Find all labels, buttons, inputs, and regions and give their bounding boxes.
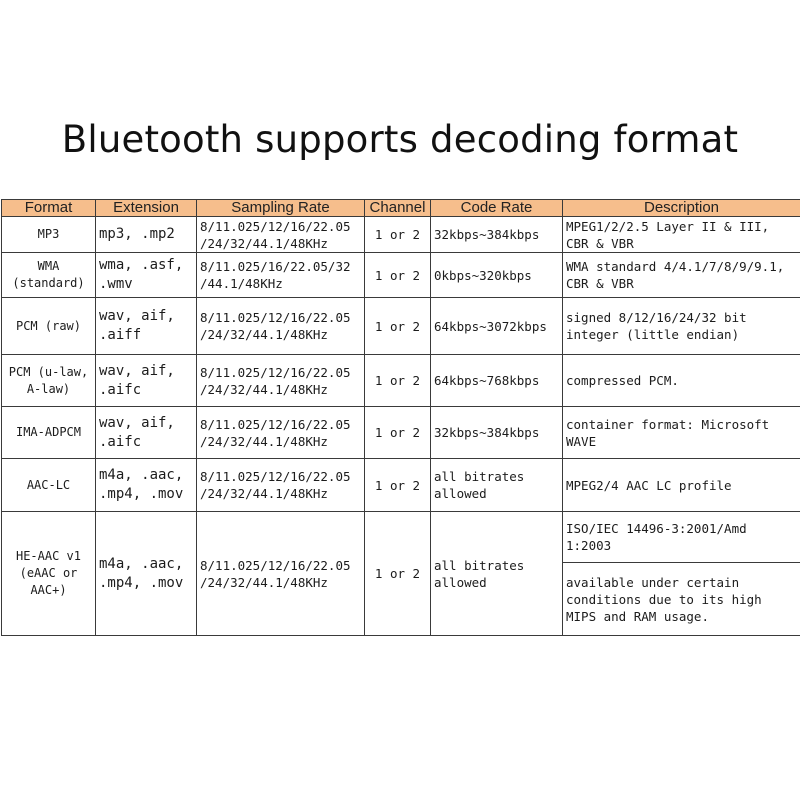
extension-cell: wma, .asf, .wmv xyxy=(96,253,197,298)
extension-cell: mp3, .mp2 xyxy=(96,217,197,253)
description-cell: MPEG1/2/2.5 Layer II & III, CBR & VBR xyxy=(563,217,800,253)
channel-cell: 1 or 2 xyxy=(365,298,431,355)
format-cell: MP3 xyxy=(2,217,96,253)
description-cell: MPEG2/4 AAC LC profile xyxy=(563,459,800,512)
table-row xyxy=(2,298,800,355)
table-row xyxy=(2,253,800,298)
extension-cell: wav, aif, .aiff xyxy=(96,298,197,355)
channel-cell: 1 or 2 xyxy=(365,217,431,253)
header-format: Format xyxy=(2,200,96,217)
format-cell: WMA (standard) xyxy=(2,253,96,298)
table-row xyxy=(2,355,800,407)
description-cell: ISO/IEC 14496-3:2001/Amd 1:2003 xyxy=(563,512,800,563)
channel-cell: 1 or 2 xyxy=(365,512,431,636)
header-sampling-rate: Sampling Rate xyxy=(197,200,365,217)
description-cell: compressed PCM. xyxy=(563,355,800,407)
header-channel: Channel xyxy=(365,200,431,217)
description-cell-note: available under certain conditions due to its high MIPS and RAM usage. xyxy=(563,563,800,636)
channel-cell: 1 or 2 xyxy=(365,407,431,459)
format-cell: AAC-LC xyxy=(2,459,96,512)
channel-cell: 1 or 2 xyxy=(365,459,431,512)
table-header-row xyxy=(2,200,800,217)
header-code-rate: Code Rate xyxy=(431,200,563,217)
table-row xyxy=(2,512,800,563)
format-cell: PCM (raw) xyxy=(2,298,96,355)
sampling-rate-cell: 8/11.025/12/16/22.05 /24/32/44.1/48KHz xyxy=(197,217,365,253)
extension-cell: wav, aif, .aifc xyxy=(96,355,197,407)
description-cell: container format: Microsoft WAVE xyxy=(563,407,800,459)
code-rate-cell: 0kbps~320kbps xyxy=(431,253,563,298)
extension-cell: wav, aif, .aifc xyxy=(96,407,197,459)
code-rate-cell: 64kbps~3072kbps xyxy=(431,298,563,355)
table-row xyxy=(2,407,800,459)
sampling-rate-cell: 8/11.025/12/16/22.05 /24/32/44.1/48KHz xyxy=(197,407,365,459)
extension-cell: m4a, .aac, .mp4, .mov xyxy=(96,512,197,636)
header-extension: Extension xyxy=(96,200,197,217)
sampling-rate-cell: 8/11.025/12/16/22.05 /24/32/44.1/48KHz xyxy=(197,459,365,512)
channel-cell: 1 or 2 xyxy=(365,253,431,298)
header-description: Description xyxy=(563,200,800,217)
format-cell: HE-AAC v1 (eAAC or AAC+) xyxy=(2,512,96,636)
code-rate-cell: all bitrates allowed xyxy=(431,459,563,512)
sampling-rate-cell: 8/11.025/12/16/22.05 /24/32/44.1/48KHz xyxy=(197,298,365,355)
channel-cell: 1 or 2 xyxy=(365,355,431,407)
table-row xyxy=(2,459,800,512)
page-title: Bluetooth supports decoding format xyxy=(61,118,739,161)
sampling-rate-cell: 8/11.025/12/16/22.05 /24/32/44.1/48KHz xyxy=(197,355,365,407)
code-rate-cell: 32kbps~384kbps xyxy=(431,407,563,459)
format-cell: IMA-ADPCM xyxy=(2,407,96,459)
extension-cell: m4a, .aac, .mp4, .mov xyxy=(96,459,197,512)
format-cell: PCM (u-law, A-law) xyxy=(2,355,96,407)
code-rate-cell: 64kbps~768kbps xyxy=(431,355,563,407)
code-rate-cell: 32kbps~384kbps xyxy=(431,217,563,253)
description-cell: signed 8/12/16/24/32 bit integer (little endian) xyxy=(563,298,800,355)
description-cell: WMA standard 4/4.1/7/8/9/9.1, CBR & VBR xyxy=(563,253,800,298)
sampling-rate-cell: 8/11.025/16/22.05/32 /44.1/48KHz xyxy=(197,253,365,298)
table-row xyxy=(2,217,800,253)
decoding-format-table xyxy=(1,199,800,636)
code-rate-cell: all bitrates allowed xyxy=(431,512,563,636)
sampling-rate-cell: 8/11.025/12/16/22.05 /24/32/44.1/48KHz xyxy=(197,512,365,636)
